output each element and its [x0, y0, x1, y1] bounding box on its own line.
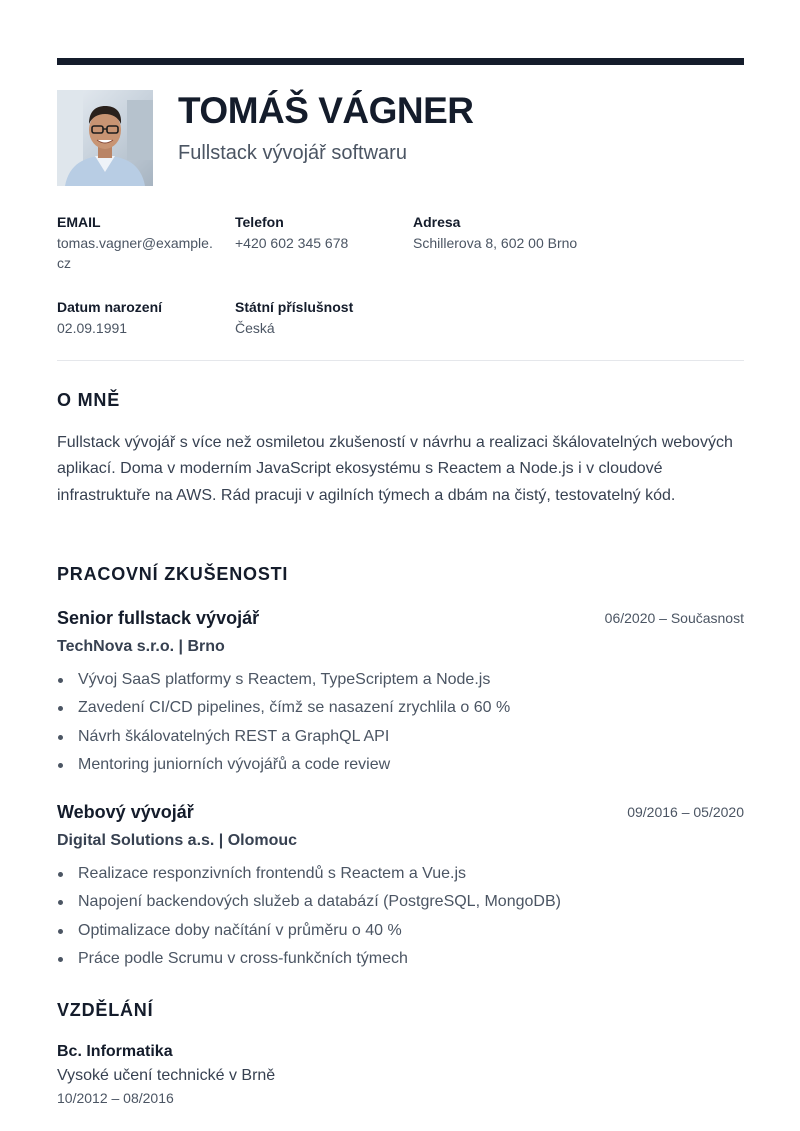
contact-address	[413, 213, 653, 253]
contact-phone-value: +420 602 345 678	[235, 235, 349, 251]
about-text: Fullstack vývojář s více než osmiletou zkušeností v návrhu a realizaci škálovatelných webových aplikací. Doma v moderním JavaScript ekosystému s Reactem a Node.js i v cloudové infrastruktuře na AWS. Rád pracuji v agilních týmech a dbám na čistý, testovatelný kód.	[57, 434, 733, 504]
contact-birthdate	[57, 298, 217, 338]
job-entry	[57, 800, 744, 973]
contact-email	[57, 213, 217, 273]
education-section-title: VZDĚLÁNÍ	[57, 1000, 154, 1020]
job-title: Senior fullstack vývojář	[57, 608, 260, 628]
header-accent-bar	[57, 58, 744, 65]
education-dates: 10/2012 – 08/2016	[57, 1090, 174, 1106]
header-divider	[57, 360, 744, 361]
job-company: Digital Solutions a.s. | Olomouc	[57, 832, 298, 849]
contact-email-value: tomas.vagner@example.cz	[57, 235, 213, 271]
list-item: Realizace responzivních frontendů s Reactem a Vue.js	[57, 860, 744, 888]
candidate-role: Fullstack vývojář softwaru	[178, 142, 407, 164]
job-bullets	[57, 666, 744, 779]
education-degree: Bc. Informatika	[57, 1043, 173, 1060]
about-section-title: O MNĚ	[57, 390, 121, 410]
list-item: Práce podle Scrumu v cross-funkčních týmech	[57, 945, 744, 973]
job-company: TechNova s.r.o. | Brno	[57, 638, 225, 655]
education-school: Vysoké učení technické v Brně	[57, 1067, 276, 1084]
job-bullets	[57, 860, 744, 973]
list-item: Mentoring juniorních vývojářů a code review	[57, 751, 744, 779]
contact-birthdate-value: 02.09.1991	[57, 320, 128, 336]
list-item: Optimalizace doby načítání v průměru o 40 %	[57, 917, 744, 945]
profile-photo	[57, 90, 153, 186]
job-dates: 06/2020 – Současnost	[604, 610, 744, 626]
list-item: Zavedení CI/CD pipelines, čímž se nasazení zrychlila o 60 %	[57, 694, 744, 722]
list-item: Návrh škálovatelných REST a GraphQL API	[57, 723, 744, 751]
list-item: Vývoj SaaS platformy s Reactem, TypeScriptem a Node.js	[57, 666, 744, 694]
education-entry	[57, 1042, 744, 1107]
contact-nationality	[235, 298, 395, 338]
contact-address-value: Schillerova 8, 602 00 Brno	[413, 235, 578, 251]
job-entry	[57, 606, 744, 779]
contact-address-label: Adresa	[413, 214, 461, 230]
job-dates: 09/2016 – 05/2020	[627, 804, 744, 820]
contact-phone	[235, 213, 395, 253]
candidate-name: TOMÁŠ VÁGNER	[178, 90, 474, 131]
contact-nationality-value: Česká	[235, 320, 275, 336]
job-title: Webový vývojář	[57, 802, 194, 822]
contact-email-label: EMAIL	[57, 214, 101, 230]
experience-section-title: PRACOVNÍ ZKUŠENOSTI	[57, 564, 289, 584]
contact-nationality-label: Státní příslušnost	[235, 299, 354, 315]
list-item: Napojení backendových služeb a databází (PostgreSQL, MongoDB)	[57, 888, 744, 916]
contact-birthdate-label: Datum narození	[57, 299, 163, 315]
contact-phone-label: Telefon	[235, 214, 284, 230]
